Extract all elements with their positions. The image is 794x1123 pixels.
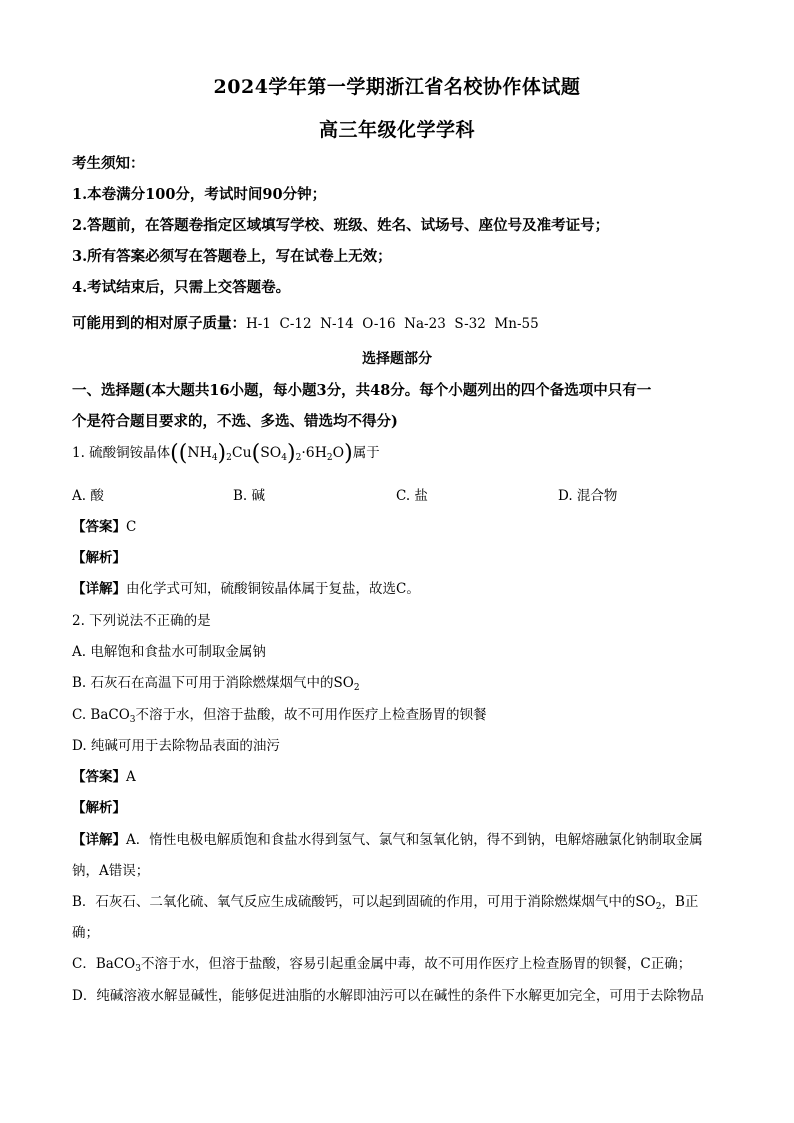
option-d: D. 混合物: [558, 488, 618, 504]
exam-title: 2024学年第一学期浙江省名校协作体试题: [213, 76, 581, 98]
section-instruction: 一、选择题(本大题共16小题，每小题3分，共48分。每个小题列出的四个备选项中只有一: [72, 382, 652, 399]
atomic-mass-line: [72, 312, 539, 333]
question-1-answer: [72, 515, 136, 535]
analysis-tag: 【解析】: [72, 550, 126, 566]
detail-tag: 【详解】: [72, 832, 126, 848]
copper-ammonium-sulfate-formula: $((NH_4)_2Cu(SO_4)_2\cdot 6H_2O)$: [170, 441, 353, 466]
notice-heading: 考生须知：: [72, 155, 145, 172]
option-b: B. 碱: [233, 488, 266, 504]
option-a: A. 酸: [72, 488, 104, 504]
question-2-option-c: C. BaCO$_3$不溶于水，但溶于盐酸，故不可用作医疗上检查肠胃的钡餐: [72, 707, 487, 725]
detail-text: 由化学式可知，硫酸铜铵晶体属于复盐，故选C。: [126, 581, 420, 597]
answer-tag: 【答案】: [72, 519, 126, 535]
question-2-detail-a-cont: 钠，A错误；: [72, 863, 150, 879]
notice-item: 4.考试结束后，只需上交答题卷。: [72, 279, 291, 296]
question-2-option-a: A. 电解饱和食盐水可制取金属钠: [72, 644, 266, 660]
question-2-detail-b: B．石灰石、二氧化硫、氧气反应生成硫酸钙，可以起到固硫的作用，可用于消除燃煤烟气中的$SO_2$，B正: [72, 894, 699, 912]
section-instruction: 个是符合题目要求的，不选、多选、错选均不得分): [72, 413, 398, 430]
answer-value: A: [126, 769, 136, 785]
question-2-detail-b-cont: 确；: [72, 925, 99, 941]
question-1-suffix: 属于: [352, 445, 380, 461]
question-1-detail: [72, 577, 420, 597]
exam-subtitle: 高三年级化学学科: [318, 119, 475, 141]
notice-item: 2.答题前，在答题卷指定区域填写学校、班级、姓名、试场号、座位号及准考证号；: [72, 217, 610, 234]
notice-item: 1.本卷满分100分，考试时间90分钟；: [72, 186, 327, 203]
question-2-option-b: B. 石灰石在高温下可用于消除燃煤烟气中的$SO_2$: [72, 675, 360, 693]
question-2-answer: [72, 765, 136, 785]
section-title: 选择题部分: [362, 351, 432, 367]
atomic-mass-label: 可能用到的相对原子质量：: [72, 315, 246, 332]
question-2-detail-c: C．BaCO$_3$不溶于水，但溶于盐酸，容易引起重金属中毒，故不可用作医疗上检查肠胃的钡餐，C正确；: [72, 956, 692, 974]
detail-tag: 【详解】: [72, 581, 126, 597]
question-2-detail-a: 【详解】A．惰性电极电解质饱和食盐水得到氢气、氯气和氢氧化钠，得不到钠，电解熔融氯化钠制取金属: [72, 832, 703, 848]
question-1-stem: [72, 441, 380, 466]
question-1-prefix: 1. 硫酸铜铵晶体: [72, 445, 171, 461]
answer-value: C: [126, 519, 137, 535]
question-2-stem: 2. 下列说法不正确的是: [72, 613, 211, 629]
option-c: C. 盐: [396, 488, 428, 504]
answer-tag: 【答案】: [72, 769, 126, 785]
analysis-tag: 【解析】: [72, 800, 126, 816]
question-2-option-d: D. 纯碱可用于去除物品表面的油污: [72, 738, 280, 754]
atomic-mass-values: H-1 C-12 N-14 O-16 Na-23 S-32 Mn-55: [246, 316, 539, 332]
notice-item: 3.所有答案必须写在答题卷上，写在试卷上无效；: [72, 248, 392, 265]
question-2-detail-d: D．纯碱溶液水解显碱性，能够促进油脂的水解即油污可以在碱性的条件下水解更加完全，可用于去除物品: [72, 988, 704, 1004]
